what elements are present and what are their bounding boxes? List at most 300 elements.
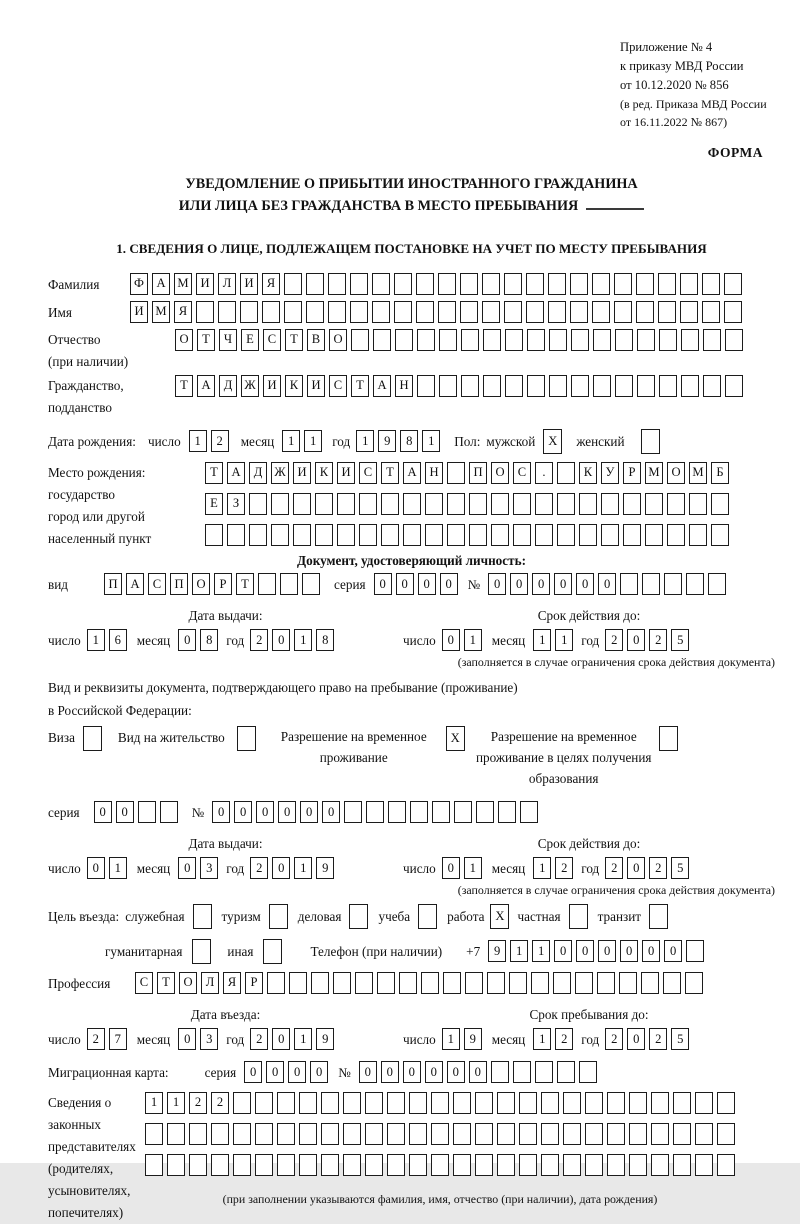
char-box[interactable]: О [179, 972, 197, 994]
char-box[interactable]: 0 [598, 940, 616, 962]
char-box[interactable] [703, 329, 721, 351]
char-box[interactable] [394, 273, 412, 295]
char-box[interactable] [145, 1123, 163, 1145]
char-box[interactable] [453, 1092, 471, 1114]
char-box[interactable] [636, 301, 654, 323]
char-box[interactable] [629, 1154, 647, 1176]
char-box[interactable]: Л [201, 972, 219, 994]
residence-valid-year-input[interactable] [605, 857, 689, 879]
char-box[interactable] [299, 1123, 317, 1145]
char-box[interactable] [607, 1092, 625, 1114]
char-box[interactable] [597, 972, 615, 994]
char-box[interactable]: И [240, 273, 258, 295]
char-box[interactable] [269, 904, 288, 929]
char-box[interactable] [425, 524, 443, 546]
char-box[interactable]: М [645, 462, 663, 484]
char-box[interactable]: 1 [167, 1092, 185, 1114]
char-box[interactable] [717, 1154, 735, 1176]
char-box[interactable] [399, 972, 417, 994]
char-box[interactable] [585, 1123, 603, 1145]
char-box[interactable] [337, 524, 355, 546]
char-box[interactable]: Н [395, 375, 413, 397]
char-box[interactable] [689, 524, 707, 546]
migration-series-input[interactable] [244, 1061, 328, 1083]
char-box[interactable]: 2 [87, 1028, 105, 1050]
char-box[interactable] [686, 940, 704, 962]
char-box[interactable] [410, 801, 428, 823]
char-box[interactable] [505, 375, 523, 397]
char-box[interactable] [395, 329, 413, 351]
char-box[interactable] [585, 1092, 603, 1114]
char-box[interactable] [443, 972, 461, 994]
char-box[interactable] [227, 524, 245, 546]
char-box[interactable] [629, 1092, 647, 1114]
given-name-input[interactable] [130, 301, 742, 323]
char-box[interactable] [417, 375, 435, 397]
char-box[interactable] [724, 301, 742, 323]
char-box[interactable] [505, 329, 523, 351]
char-box[interactable] [548, 301, 566, 323]
char-box[interactable]: 0 [488, 573, 506, 595]
char-box[interactable] [249, 493, 267, 515]
char-box[interactable]: 9 [488, 940, 506, 962]
profession-input[interactable] [135, 972, 703, 994]
char-box[interactable]: 1 [282, 430, 300, 452]
char-box[interactable]: П [170, 573, 188, 595]
char-box[interactable]: 1 [294, 857, 312, 879]
char-box[interactable]: Б [711, 462, 729, 484]
purpose-transit-checkbox[interactable] [649, 904, 668, 929]
char-box[interactable]: 0 [642, 940, 660, 962]
char-box[interactable]: Р [214, 573, 232, 595]
char-box[interactable] [563, 1154, 581, 1176]
char-box[interactable] [711, 524, 729, 546]
char-box[interactable]: 0 [212, 801, 230, 823]
char-box[interactable]: Е [205, 493, 223, 515]
char-box[interactable]: Е [241, 329, 259, 351]
char-box[interactable]: 2 [555, 857, 573, 879]
char-box[interactable] [535, 493, 553, 515]
char-box[interactable] [417, 329, 435, 351]
char-box[interactable] [192, 939, 211, 964]
char-box[interactable]: О [192, 573, 210, 595]
char-box[interactable] [509, 972, 527, 994]
char-box[interactable] [637, 375, 655, 397]
char-box[interactable] [328, 273, 346, 295]
char-box[interactable] [337, 493, 355, 515]
char-box[interactable] [439, 375, 457, 397]
char-box[interactable] [689, 493, 707, 515]
char-box[interactable] [553, 972, 571, 994]
char-box[interactable] [193, 904, 212, 929]
char-box[interactable] [667, 493, 685, 515]
char-box[interactable] [476, 801, 494, 823]
char-box[interactable] [461, 375, 479, 397]
residence-issue-month-input[interactable] [178, 857, 218, 879]
char-box[interactable] [311, 972, 329, 994]
purpose-work-checkbox[interactable] [490, 904, 509, 929]
char-box[interactable]: Я [223, 972, 241, 994]
purpose-official-checkbox[interactable] [193, 904, 212, 929]
char-box[interactable]: И [130, 301, 148, 323]
char-box[interactable]: 1 [533, 629, 551, 651]
char-box[interactable]: 9 [378, 430, 396, 452]
identity-issue-year-input[interactable] [250, 629, 334, 651]
char-box[interactable] [381, 524, 399, 546]
char-box[interactable]: С [359, 462, 377, 484]
char-box[interactable]: 0 [576, 940, 594, 962]
char-box[interactable] [491, 524, 509, 546]
char-box[interactable]: 0 [272, 1028, 290, 1050]
char-box[interactable]: 1 [464, 629, 482, 651]
char-box[interactable]: Т [157, 972, 175, 994]
char-box[interactable] [258, 573, 276, 595]
char-box[interactable]: 0 [627, 857, 645, 879]
residence-series-input[interactable] [94, 801, 178, 823]
char-box[interactable] [497, 1123, 515, 1145]
char-box[interactable] [293, 524, 311, 546]
char-box[interactable] [277, 1123, 295, 1145]
char-box[interactable] [267, 972, 285, 994]
char-box[interactable] [475, 1123, 493, 1145]
char-box[interactable] [438, 301, 456, 323]
legal-reps-row2-input[interactable] [145, 1123, 735, 1145]
char-box[interactable] [579, 493, 597, 515]
char-box[interactable] [160, 801, 178, 823]
char-box[interactable] [189, 1154, 207, 1176]
char-box[interactable]: 0 [178, 629, 196, 651]
char-box[interactable] [725, 329, 743, 351]
char-box[interactable]: 1 [145, 1092, 163, 1114]
char-box[interactable] [601, 524, 619, 546]
birth-day-input[interactable] [189, 430, 229, 452]
char-box[interactable]: Т [351, 375, 369, 397]
char-box[interactable] [365, 1123, 383, 1145]
purpose-private-checkbox[interactable] [569, 904, 588, 929]
char-box[interactable] [277, 1154, 295, 1176]
char-box[interactable] [302, 573, 320, 595]
char-box[interactable] [717, 1123, 735, 1145]
residence-valid-day-input[interactable] [442, 857, 482, 879]
purpose-tourism-checkbox[interactable] [269, 904, 288, 929]
char-box[interactable] [387, 1154, 405, 1176]
char-box[interactable] [497, 1154, 515, 1176]
char-box[interactable]: Т [285, 329, 303, 351]
char-box[interactable]: 0 [554, 573, 572, 595]
identity-series-input[interactable] [374, 573, 458, 595]
char-box[interactable] [557, 462, 575, 484]
char-box[interactable] [526, 301, 544, 323]
char-box[interactable]: С [329, 375, 347, 397]
char-box[interactable]: О [329, 329, 347, 351]
char-box[interactable] [563, 1092, 581, 1114]
char-box[interactable] [570, 273, 588, 295]
char-box[interactable] [724, 273, 742, 295]
char-box[interactable] [541, 1123, 559, 1145]
char-box[interactable] [350, 273, 368, 295]
char-box[interactable] [293, 493, 311, 515]
char-box[interactable]: Т [381, 462, 399, 484]
char-box[interactable] [233, 1123, 251, 1145]
char-box[interactable] [504, 273, 522, 295]
char-box[interactable] [469, 524, 487, 546]
char-box[interactable]: А [197, 375, 215, 397]
char-box[interactable] [593, 375, 611, 397]
char-box[interactable] [681, 375, 699, 397]
char-box[interactable] [497, 1092, 515, 1114]
char-box[interactable] [240, 301, 258, 323]
char-box[interactable] [549, 329, 567, 351]
char-box[interactable] [454, 801, 472, 823]
char-box[interactable]: 8 [400, 430, 418, 452]
char-box[interactable] [519, 1123, 537, 1145]
char-box[interactable] [350, 301, 368, 323]
char-box[interactable]: 2 [605, 1028, 623, 1050]
char-box[interactable] [280, 573, 298, 595]
char-box[interactable] [438, 273, 456, 295]
char-box[interactable] [659, 726, 678, 751]
char-box[interactable]: 0 [403, 1061, 421, 1083]
char-box[interactable] [453, 1154, 471, 1176]
char-box[interactable] [637, 329, 655, 351]
char-box[interactable] [702, 273, 720, 295]
citizenship-input[interactable] [175, 375, 743, 397]
residence-permit-checkbox[interactable] [237, 726, 256, 751]
char-box[interactable] [548, 273, 566, 295]
char-box[interactable]: Т [236, 573, 254, 595]
char-box[interactable] [642, 573, 660, 595]
char-box[interactable] [351, 329, 369, 351]
char-box[interactable]: 8 [316, 629, 334, 651]
char-box[interactable] [513, 493, 531, 515]
char-box[interactable] [482, 301, 500, 323]
char-box[interactable] [579, 1061, 597, 1083]
char-box[interactable] [365, 1154, 383, 1176]
char-box[interactable] [673, 1154, 691, 1176]
char-box[interactable] [659, 329, 677, 351]
char-box[interactable] [255, 1092, 273, 1114]
char-box[interactable] [527, 375, 545, 397]
char-box[interactable] [569, 904, 588, 929]
char-box[interactable] [306, 273, 324, 295]
char-box[interactable]: П [469, 462, 487, 484]
char-box[interactable]: 0 [442, 629, 460, 651]
char-box[interactable] [418, 904, 437, 929]
char-box[interactable]: 0 [288, 1061, 306, 1083]
char-box[interactable] [667, 524, 685, 546]
purpose-study-checkbox[interactable] [418, 904, 437, 929]
char-box[interactable]: М [152, 301, 170, 323]
identity-valid-month-input[interactable] [533, 629, 573, 651]
sex-female-checkbox[interactable] [641, 429, 660, 454]
char-box[interactable] [601, 493, 619, 515]
char-box[interactable]: 2 [605, 629, 623, 651]
char-box[interactable] [535, 524, 553, 546]
char-box[interactable] [271, 493, 289, 515]
char-box[interactable]: 2 [649, 1028, 667, 1050]
edu-permit-checkbox[interactable] [659, 726, 678, 751]
char-box[interactable] [321, 1123, 339, 1145]
char-box[interactable] [645, 524, 663, 546]
char-box[interactable] [623, 524, 641, 546]
char-box[interactable] [372, 301, 390, 323]
char-box[interactable]: Ж [271, 462, 289, 484]
char-box[interactable]: Т [175, 375, 193, 397]
purpose-humanitarian-checkbox[interactable] [192, 939, 211, 964]
identity-valid-day-input[interactable] [442, 629, 482, 651]
char-box[interactable]: Л [218, 273, 236, 295]
char-box[interactable]: 1 [356, 430, 374, 452]
char-box[interactable]: 9 [464, 1028, 482, 1050]
char-box[interactable]: 0 [234, 801, 252, 823]
char-box[interactable]: 0 [576, 573, 594, 595]
char-box[interactable] [321, 1092, 339, 1114]
char-box[interactable] [453, 1123, 471, 1145]
char-box[interactable]: И [263, 375, 281, 397]
char-box[interactable] [421, 972, 439, 994]
migration-number-input[interactable] [359, 1061, 597, 1083]
stay-day-input[interactable] [442, 1028, 482, 1050]
char-box[interactable] [447, 524, 465, 546]
char-box[interactable]: 0 [272, 857, 290, 879]
char-box[interactable]: 0 [300, 801, 318, 823]
char-box[interactable] [504, 301, 522, 323]
char-box[interactable] [475, 1092, 493, 1114]
char-box[interactable] [145, 1154, 163, 1176]
char-box[interactable] [431, 1123, 449, 1145]
char-box[interactable] [673, 1123, 691, 1145]
char-box[interactable]: 0 [178, 857, 196, 879]
legal-reps-row3-input[interactable] [145, 1154, 735, 1176]
char-box[interactable]: 1 [442, 1028, 460, 1050]
char-box[interactable]: 2 [211, 1092, 229, 1114]
char-box[interactable] [535, 1061, 553, 1083]
char-box[interactable] [695, 1123, 713, 1145]
phone-input[interactable] [488, 940, 704, 962]
char-box[interactable]: 0 [442, 857, 460, 879]
char-box[interactable] [513, 524, 531, 546]
char-box[interactable]: И [293, 462, 311, 484]
char-box[interactable]: О [491, 462, 509, 484]
char-box[interactable] [255, 1123, 273, 1145]
char-box[interactable] [343, 1154, 361, 1176]
char-box[interactable] [629, 1123, 647, 1145]
char-box[interactable] [570, 301, 588, 323]
entry-month-input[interactable] [178, 1028, 218, 1050]
char-box[interactable] [607, 1154, 625, 1176]
char-box[interactable]: 0 [310, 1061, 328, 1083]
char-box[interactable] [513, 1061, 531, 1083]
char-box[interactable]: Р [623, 462, 641, 484]
char-box[interactable] [431, 1092, 449, 1114]
char-box[interactable] [460, 301, 478, 323]
char-box[interactable]: 9 [316, 1028, 334, 1050]
char-box[interactable]: X [490, 904, 509, 929]
char-box[interactable] [636, 273, 654, 295]
char-box[interactable]: 2 [649, 857, 667, 879]
char-box[interactable]: М [689, 462, 707, 484]
char-box[interactable]: 0 [87, 857, 105, 879]
char-box[interactable] [527, 329, 545, 351]
char-box[interactable]: 0 [447, 1061, 465, 1083]
char-box[interactable] [658, 273, 676, 295]
char-box[interactable] [233, 1154, 251, 1176]
char-box[interactable] [685, 972, 703, 994]
char-box[interactable] [663, 972, 681, 994]
char-box[interactable] [284, 301, 302, 323]
char-box[interactable] [343, 1092, 361, 1114]
char-box[interactable] [372, 273, 390, 295]
char-box[interactable] [483, 375, 501, 397]
char-box[interactable] [409, 1154, 427, 1176]
char-box[interactable] [409, 1092, 427, 1114]
char-box[interactable] [189, 1123, 207, 1145]
char-box[interactable]: 0 [322, 801, 340, 823]
char-box[interactable]: 1 [510, 940, 528, 962]
char-box[interactable]: Д [219, 375, 237, 397]
char-box[interactable] [460, 273, 478, 295]
char-box[interactable]: 1 [304, 430, 322, 452]
char-box[interactable] [651, 1123, 669, 1145]
char-box[interactable]: С [263, 329, 281, 351]
char-box[interactable]: 0 [244, 1061, 262, 1083]
char-box[interactable]: 1 [294, 629, 312, 651]
char-box[interactable] [703, 375, 721, 397]
char-box[interactable]: А [403, 462, 421, 484]
char-box[interactable]: 1 [294, 1028, 312, 1050]
char-box[interactable] [526, 273, 544, 295]
char-box[interactable]: 1 [189, 430, 207, 452]
char-box[interactable]: 1 [422, 430, 440, 452]
char-box[interactable] [658, 301, 676, 323]
char-box[interactable] [711, 493, 729, 515]
char-box[interactable]: 0 [598, 573, 616, 595]
char-box[interactable] [607, 1123, 625, 1145]
char-box[interactable] [359, 524, 377, 546]
char-box[interactable] [344, 801, 362, 823]
char-box[interactable] [365, 1092, 383, 1114]
char-box[interactable] [284, 273, 302, 295]
birth-place-row1-input[interactable] [205, 462, 729, 484]
char-box[interactable] [409, 1123, 427, 1145]
char-box[interactable] [138, 801, 156, 823]
char-box[interactable] [211, 1123, 229, 1145]
char-box[interactable] [277, 1092, 295, 1114]
char-box[interactable] [439, 329, 457, 351]
char-box[interactable] [315, 524, 333, 546]
char-box[interactable] [487, 972, 505, 994]
char-box[interactable]: И [307, 375, 325, 397]
char-box[interactable] [416, 301, 434, 323]
char-box[interactable] [218, 301, 236, 323]
char-box[interactable] [686, 573, 704, 595]
char-box[interactable] [520, 801, 538, 823]
char-box[interactable]: 0 [440, 573, 458, 595]
char-box[interactable] [249, 524, 267, 546]
char-box[interactable]: 2 [250, 629, 268, 651]
char-box[interactable]: 2 [605, 857, 623, 879]
residence-issue-day-input[interactable] [87, 857, 127, 879]
birth-year-input[interactable] [356, 430, 440, 452]
char-box[interactable] [387, 1092, 405, 1114]
char-box[interactable]: 9 [316, 857, 334, 879]
char-box[interactable] [237, 726, 256, 751]
char-box[interactable]: 0 [627, 1028, 645, 1050]
char-box[interactable]: Р [245, 972, 263, 994]
residence-issue-year-input[interactable] [250, 857, 334, 879]
char-box[interactable] [349, 904, 368, 929]
char-box[interactable]: 0 [396, 573, 414, 595]
